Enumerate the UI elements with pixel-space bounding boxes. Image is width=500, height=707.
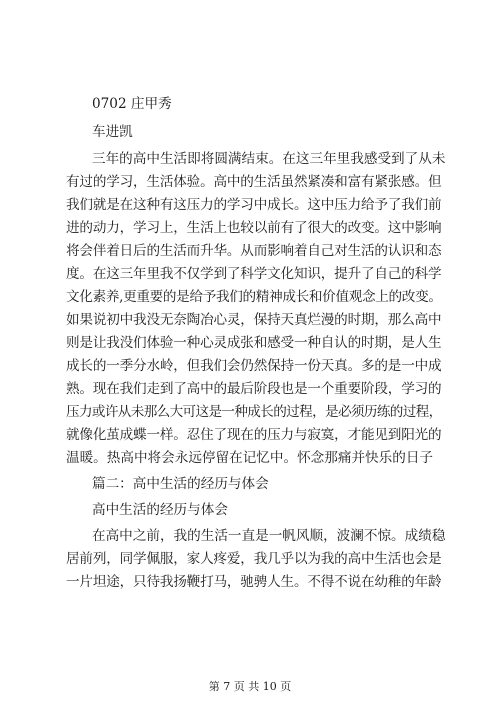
paragraph-1-line: 压力或许从未那么大可这是一种成长的过程，是必须历练的过程， bbox=[66, 404, 442, 420]
author-line-2: 车进凯 bbox=[92, 124, 133, 140]
paragraph-1-line: 进的动力，学习上，生活上也较以前有了很大的改变。这中影响 bbox=[66, 220, 442, 236]
paragraph-1-line: 成长的一季分水岭，但我们会仍然保持一份天真。多的是一中成 bbox=[66, 358, 442, 374]
paragraph-1-line: 则是让我没们体验一种心灵成张和感受一种自认的时期，是人生 bbox=[66, 335, 442, 351]
paragraph-1-line: 文化素养,更重要的是给予我们的精神成长和价值观念上的改变。 bbox=[66, 289, 442, 305]
paragraph-1-line: 就像化茧成蝶一样。忍住了现在的压力与寂寞，才能见到阳光的 bbox=[66, 427, 442, 443]
section-subtitle: 高中生活的经历与体会 bbox=[92, 502, 228, 518]
paragraph-1-line: 温暖。热高中将会永远停留在记忆中。怀念那痛并快乐的日子 bbox=[66, 450, 434, 466]
paragraph-1-line: 熟。现在我们走到了高中的最后阶段也是一个重要阶段，学习的 bbox=[66, 381, 442, 397]
paragraph-1-line: 有过的学习，生活体验。高中的生活虽然紧凑和富有紧张感。但 bbox=[66, 174, 442, 190]
paragraph-1-line: 度。在这三年里我不仅学到了科学文化知识，提升了自己的科学 bbox=[66, 266, 442, 282]
paragraph-1-line: 如果说初中我没无奈陶冶心灵，保持天真烂漫的时期，那么高中 bbox=[66, 312, 442, 328]
paragraph-2-line: 一片坦途，只待我扬鞭打马，驰骋人生。不得不说在幼稚的年龄 bbox=[66, 574, 442, 590]
paragraph-1-line: 我们就是在这种有这压力的学习中成长。这中压力给予了我们前 bbox=[66, 197, 442, 213]
paragraph-2-line: 在高中之前，我的生活一直是一帆风顺，波澜不惊。成绩稳 bbox=[92, 528, 446, 544]
author-line-1: 0702 庄甲秀 bbox=[92, 96, 172, 112]
paragraph-2-line: 居前列，同学佩服，家人疼爱，我几乎以为我的高中生活也会是 bbox=[66, 551, 442, 567]
page-footer: 第 7 页 共 10 页 bbox=[208, 680, 292, 693]
section-heading: 篇二：高中生活的经历与体会 bbox=[92, 476, 269, 492]
paragraph-1-line: 将会伴着日后的生活而升华。从而影响着自己对生活的认识和态 bbox=[66, 243, 442, 259]
paragraph-1-line: 三年的高中生活即将圆满结束。在这三年里我感受到了从未 bbox=[92, 151, 446, 167]
